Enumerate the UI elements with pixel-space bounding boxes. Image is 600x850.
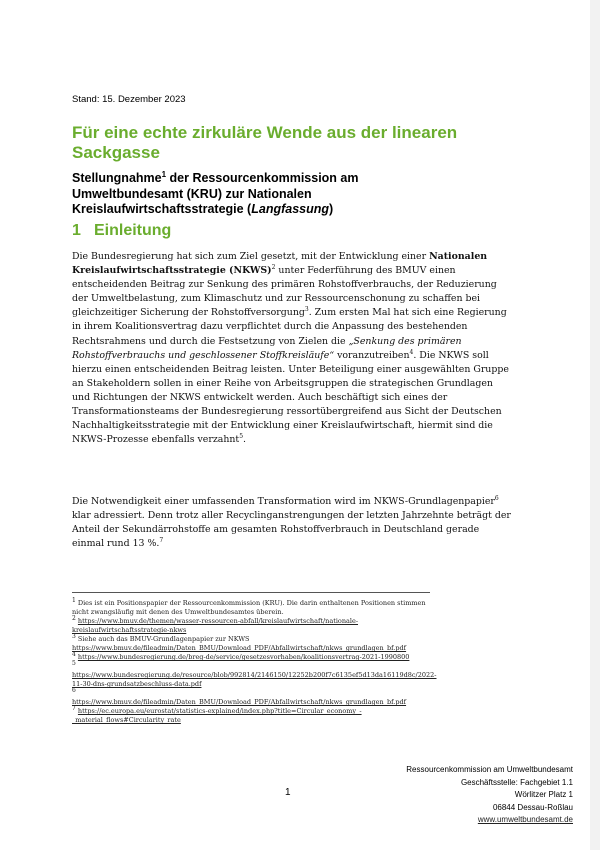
page-number: 1	[285, 787, 291, 798]
footer-street: Wörlitzer Platz 1	[514, 790, 573, 800]
footnote-ref-2[interactable]: 2	[271, 263, 276, 271]
footer-city: 06844 Dessau-Roßlau	[492, 802, 573, 812]
section-heading	[72, 221, 171, 241]
footnote-link[interactable]: https://www.bmuv.de/fileadmin/Daten_BMU/Download_PDF/Abfallwirtschaft/nkws_grundlagen_bf.pdf	[72, 644, 407, 652]
footnote-link[interactable]: https://www.bmuv.de/fileadmin/Daten_BMU/Download_PDF/Abfallwirtschaft/nkws_grundlagen_bf.pdf	[72, 698, 407, 706]
footnote-1	[72, 596, 442, 617]
paragraph-text: Die Notwendigkeit einer umfassenden Transformation wird im NKWS-Grundlagenpapier	[72, 496, 495, 507]
footnote-link[interactable]: https://www.bundesregierung.de/resource/blob/992814/2146150/12252b200f7c6135ef5d13da16119d8c/2022-11-30-dns-grundsatzbeschluss-data.pdf	[72, 671, 437, 688]
footnote-number: 6	[72, 686, 76, 694]
nkws-bold: Nationalen Kreislaufwirtschaftsstrategie (NKWS)	[72, 251, 488, 277]
footnote-6	[72, 686, 442, 707]
footnote-text: Siehe auch das BMUV-Grundlagenpapier zur NKWS	[75, 635, 250, 643]
paragraph-introduction	[72, 250, 512, 447]
paragraph-text: . Zum ersten Mal hat sich eine Regierung in ihrem Koalitionsvertrag dazu verpflichtet durch die Anpassung des bestehenden Rechtsrahmens und durch die Festsetzung von Zielen die	[72, 307, 507, 347]
footnote-divider	[72, 592, 430, 593]
paragraph-text: unter Federführung des BMUV einen entscheidenden Beitrag zur Senkung des primären Rohstoffverbrauchs, der Reduzierung der Umweltbelastung, zum Klimaschutz und zur Ressourcenschonung zu schaffen bei gleichzeitiger Sicherung der Rohstoffversorgung	[72, 265, 497, 319]
paragraph-transformation	[72, 495, 512, 551]
paragraph-text: . Die NKWS soll hierzu einen entscheidenden Beitrag leisten. Unter Beteiligung einer ausgewählten Gruppe an Stakeholdern sollen in einer Reihe von Arbeitsgruppen die strategischen Grundlagen und Richtungen der NKWS entwickelt werden. Auch beschäftigt sich eines der Transformationsteams der Bundesregierung ressortübergreifend aus Sicht der Deutschen Nachhaltigkeitsstrategie mit der Entwicklung einer Kreislaufwirtschaft, hiermit sind die NKWS-Prozesse ebenfalls verzahnt	[72, 349, 509, 446]
footnote-link[interactable]: https://www.bundesregierung.de/breg-de/service/gesetzesvorhaben/koalitionsvertrag-2021-1990800	[77, 653, 410, 661]
footnote-number: 4	[72, 650, 76, 658]
footnote-ref-6[interactable]: 6	[494, 494, 499, 502]
footnote-4	[72, 650, 442, 662]
date-stamp: Stand: 15. Dezember 2023	[72, 94, 186, 105]
footnote-number: 3	[72, 632, 76, 640]
footnote-number: 2	[72, 614, 76, 622]
paragraph-text: .	[243, 434, 247, 446]
subtitle-italic: Langfassung	[251, 202, 330, 217]
footnote-number: 1	[72, 596, 76, 604]
paragraph-text: klar adressiert. Denn trotz aller Recyclinganstrengungen der letzten Jahrzehnte beträgt der Anteil der Sekundärrohstoffe am gesamten Rohstoffverbrauch in Deutschland gerade einmal rund 13 %.	[72, 510, 511, 550]
subtitle-text: )	[329, 202, 334, 217]
footnote-ref-1[interactable]: 1	[161, 170, 167, 179]
footnote-3	[72, 632, 442, 653]
page-footer	[313, 764, 573, 827]
subtitle-text: der Ressourcenkommission am Umweltbundesamt (KRU) zur Nationalen Kreislaufwirtschaftsstrategie (	[72, 171, 359, 217]
footnote-5	[72, 659, 442, 689]
footnote-text: Dies ist ein Positionspapier der Ressourcenkommission (KRU). Die darin enthaltenen Positionen stimmen nicht zwangsläufig mit denen des Umweltbundesamtes überein.	[72, 599, 426, 616]
footnote-2	[72, 614, 442, 635]
footnote-ref-7[interactable]: 7	[159, 537, 164, 545]
footnote-link[interactable]: https://ec.europa.eu/eurostat/statistics-explained/index.php?title=Circular_economy_-_material_flows#Circularity_rate	[72, 707, 362, 724]
footnote-ref-3[interactable]: 3	[304, 306, 309, 314]
footnote-number: 5	[72, 659, 76, 667]
document-title: Für eine echte zirkuläre Wende aus der linearen Sackgasse	[72, 123, 458, 162]
footnote-ref-4[interactable]: 4	[409, 348, 414, 356]
document-subtitle	[72, 167, 402, 218]
section-number: 1	[72, 222, 81, 239]
section-title: Einleitung	[94, 222, 172, 239]
subtitle-text: Stellungnahme	[72, 171, 162, 186]
footnote-ref-5[interactable]: 5	[239, 433, 244, 441]
footer-website-link[interactable]: www.umweltbundesamt.de	[477, 815, 573, 825]
footnote-link[interactable]: https://www.bmuv.de/themen/wasser-ressourcen-abfall/kreislaufwirtschaft/nationale-kreislaufwirtschaftsstrategie-nkws	[72, 617, 359, 634]
paragraph-text: voranzutreiben	[334, 349, 410, 361]
paragraph-text: Die Bundesregierung hat sich zum Ziel gesetzt, mit der Entwicklung einer	[72, 251, 430, 262]
footer-office: Geschäftsstelle: Fachgebiet 1.1	[460, 777, 573, 787]
quote-italic: „Senkung des primären Rohstoffverbrauchs und geschlossener Stoffkreisläufe“	[72, 335, 462, 361]
footnotes	[72, 596, 442, 725]
footnote-7	[72, 704, 442, 725]
footnote-number: 7	[72, 704, 76, 712]
footer-organization: Ressourcenkommission am Umweltbundesamt	[406, 765, 573, 774]
